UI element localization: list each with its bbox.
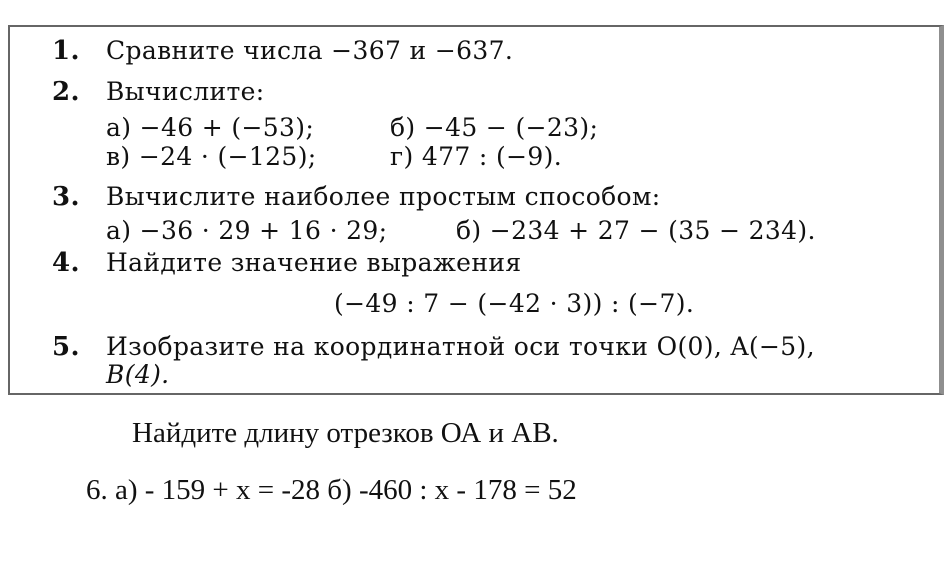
subtask-b: б) −45 − (−23); (390, 113, 599, 142)
exercise-box (8, 25, 944, 395)
task-number: 2. (52, 77, 80, 107)
math-expression: (−49 : 7 − (−42 · 3)) : (−7). (334, 289, 695, 318)
task-6: 6. а) - 159 + х = -28 б) -460 : х - 178 = 52 (86, 474, 577, 506)
task-text: Сравните числа −367 и −637. (106, 36, 514, 65)
subtask-b: б) −234 + 27 − (35 − 234). (456, 216, 816, 245)
task-number: 4. (52, 248, 80, 278)
subtask-d: г) 477 : (−9). (390, 142, 563, 171)
task-number: 5. (52, 332, 80, 362)
task-text: Вычислите: (106, 77, 265, 106)
segment-length-question: Найдите длину отрезков ОА и АВ. (132, 417, 559, 449)
task-number: 1. (52, 36, 80, 66)
subtask-c: в) −24 · (−125); (106, 142, 317, 171)
task-number: 3. (52, 182, 80, 212)
task-text: Найдите значение выражения (106, 248, 522, 277)
task-text: Вычислите наиболее простым способом: (106, 182, 661, 211)
subtask-a: а) −36 · 29 + 16 · 29; (106, 216, 388, 245)
subtask-a: а) −46 + (−53); (106, 113, 315, 142)
task-text-line-2: B(4). (106, 360, 170, 389)
task-text-line-1: Изобразите на координатной оси точки O(0), A(−5), (106, 332, 815, 361)
